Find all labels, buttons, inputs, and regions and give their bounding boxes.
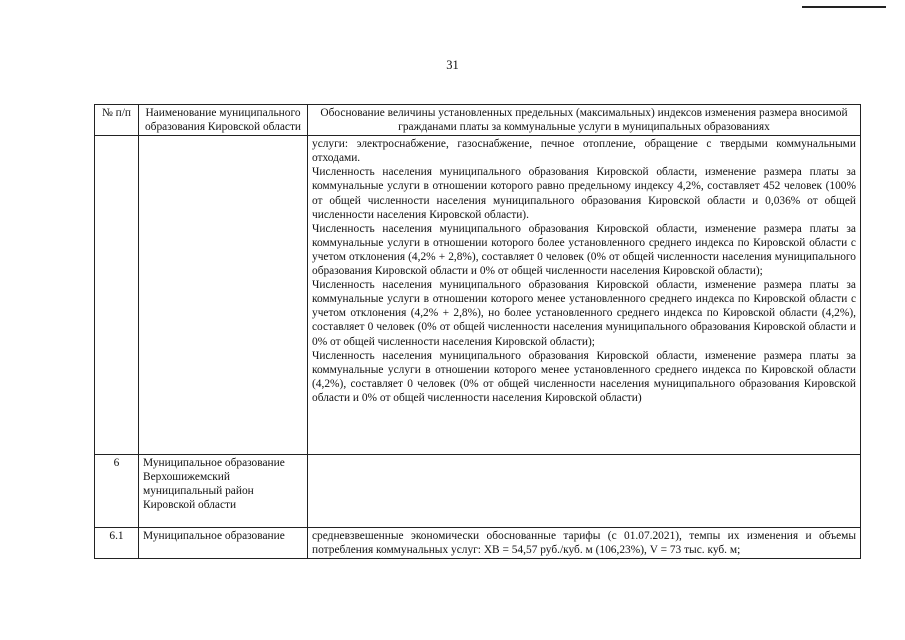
- table-row: [95, 528, 861, 559]
- row-basis: [308, 136, 861, 455]
- table-row: [95, 455, 861, 528]
- basis-paragraph: Численность населения муниципального образования Кировской области, изменение размера платы за коммунальные услуги в отношении которого равно предельному индексу 4,2%, составляет 452 человек (100% от общей численности населения муниципального образования Кировской области и 0,036% от общей численности населения Кировской области).: [312, 166, 856, 221]
- scan-artifact-line: [802, 6, 886, 8]
- header-name: Наименование муниципального образования Кировской области: [139, 105, 308, 136]
- table-row: [95, 136, 861, 455]
- row-num: [95, 136, 139, 455]
- row-num: 6.1: [95, 528, 139, 559]
- basis-paragraph: Численность населения муниципального образования Кировской области, изменение размера платы за коммунальные услуги в отношении которого менее установленного среднего индекса по Кировской области с учетом отклонения (4,2% + 2,8%), но более установленного среднего индекса по Кировской области (4,2%), составляет 0 человек (0% от общей численности населения муниципального образования Кировской области и 0% от общей численности населения Кировской области);: [312, 279, 856, 348]
- header-num: № п/п: [95, 105, 139, 136]
- row-name-text: Муниципальное образование: [143, 530, 285, 543]
- index-justification-table: [94, 104, 861, 559]
- table-header-row: [95, 105, 861, 136]
- row-name: [139, 136, 308, 455]
- row-basis: [308, 528, 861, 559]
- row-num: 6: [95, 455, 139, 528]
- row-basis-clip: [312, 529, 856, 557]
- basis-paragraph: Численность населения муниципального образования Кировской области, изменение размера платы за коммунальные услуги в отношении которого более установленного среднего индекса по Кировской области с учетом отклонения (4,2% + 2,8%), составляет 0 человек (0% от общей численности населения муниципального образования Кировской области и 0% от общей численности населения Кировской области);: [312, 222, 856, 278]
- header-basis: Обоснование величины установленных предельных (максимальных) индексов изменения размера вносимой гражданами платы за коммунальные услуги в муниципальных образованиях: [308, 105, 861, 136]
- row-basis: [308, 455, 861, 528]
- basis-paragraph: средневзвешенные экономически обоснованные тарифы (с 01.07.2021), темпы их изменения и объемы потребления коммунальных услуг: ХВ = 54,57 руб./куб. м (106,23%), V = 73 тыс. куб. м;: [312, 530, 856, 557]
- basis-paragraph: услуги: электроснабжение, газоснабжение, печное отопление, обращение с твердыми коммунальными отходами.: [312, 138, 856, 165]
- row-name: [139, 528, 308, 559]
- page-number: 31: [446, 58, 459, 72]
- row-name: Муниципальное образование Верхошижемский муниципальный район Кировской области: [139, 455, 308, 528]
- basis-paragraph: Численность населения муниципального образования Кировской области, изменение размера платы за коммунальные услуги в отношении которого менее установленного среднего индекса по Кировской области (4,2%), составляет 0 человек (0% от общей численности населения муниципального образования Кировской области и 0% от общей численности населения Кировской области): [312, 349, 856, 404]
